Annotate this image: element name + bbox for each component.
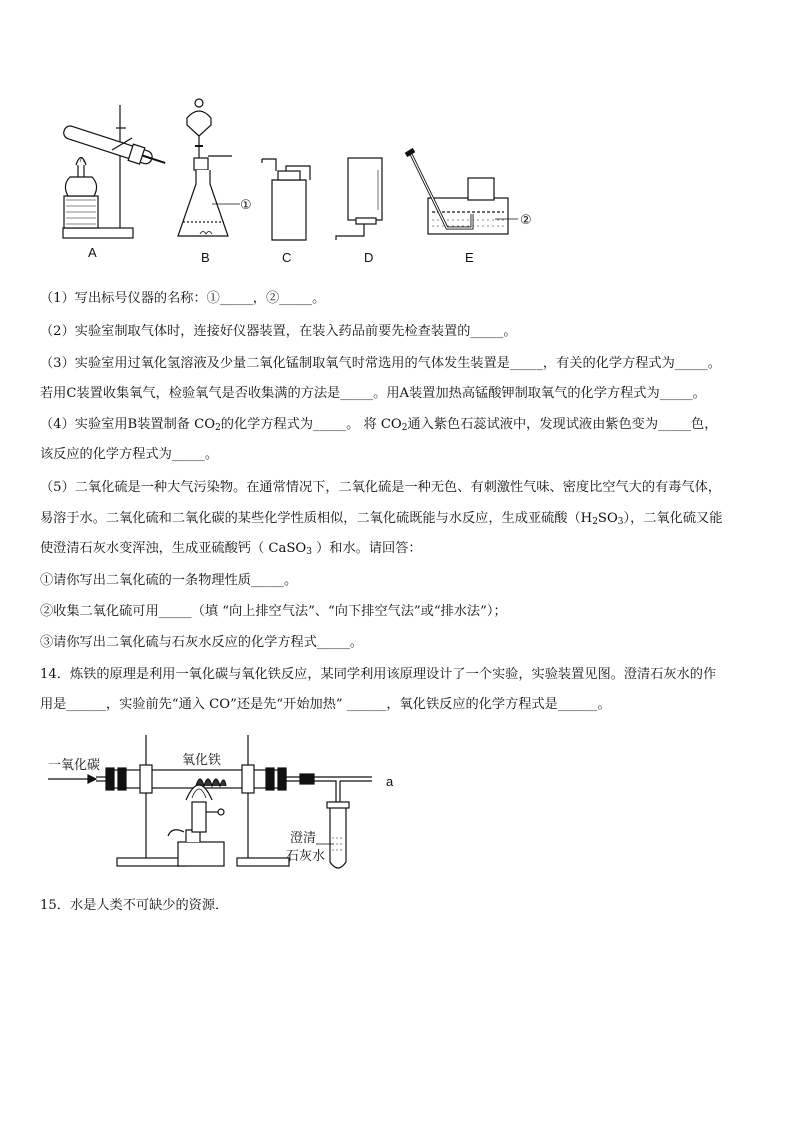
marker-2: ② — [520, 213, 532, 228]
label-e: E — [465, 250, 474, 265]
q13-sub2: ②收集二氧化硫可用_____（填 “向上排空气法”、“向下排空气法”或“排水法”）； — [40, 604, 507, 619]
q13-part3: （3）实验室用过氧化氢溶液及少量二氧化锰制取氧气时常选用的气体发生装置是_____，有关的化学方程式为_____。 — [40, 356, 721, 371]
lime-label-1: 澄清 — [290, 831, 317, 846]
q15-text: 15．水是人类不可缺少的资源． — [40, 898, 229, 913]
apparatus-d-drawing — [336, 158, 382, 240]
apparatus-c-drawing — [262, 159, 310, 240]
outlet-a-label: a — [386, 774, 394, 789]
q13-part4: （4）实验室用B装置制备 $CO_2$的化学方程式为_____。 将 $CO_2$通入紫色石蕊试液中，发现试液由紫色变为_____色， — [40, 417, 718, 433]
label-a: A — [88, 245, 97, 260]
lime-label-2: 石灰水 — [286, 849, 326, 864]
fe2o3-label: 氧化铁 — [182, 753, 222, 768]
q13-part5: （5）二氧化硫是一种大气污染物。在通常情况下，二氧化硫是一种无色、有刺激性气味、密度比空气大的有毒气体， — [40, 480, 721, 495]
q13-part5-cont1: 易溶于水。二氧化硫和二氧化碳的某些化学性质相似，二氧化硫既能与水反应，生成亚硫酸$(H_2SO_3)$，二氧化硫又能 — [40, 511, 723, 527]
q14-text: 14．炼铁的原理是利用一氧化碳与氧化铁反应，某同学利用该原理设计了一个实验，实验装置见图。澄清石灰水的作 — [40, 667, 717, 682]
label-c: C — [282, 250, 292, 265]
apparatus-b-drawing — [178, 99, 240, 236]
co-label: 一氧化碳 — [48, 758, 101, 773]
q13-part1: （1）写出标号仪器的名称：①_____，②_____。 — [40, 291, 326, 306]
q13-part5-cont2: 使澄清石灰水变浑浊，生成亚硫酸钙（ CaSO$_3$ ）和水。请回答： — [40, 541, 422, 557]
label-b: B — [201, 250, 210, 265]
q13-sub1: ①请你写出二氧化硫的一条物理性质_____。 — [40, 573, 298, 588]
q13-part3-cont: 若用C装置收集氧气，检验氧气是否收集满的方法是_____。用A装置加热高锰酸钾制取氧气的化学方程式为_____。 — [40, 386, 706, 401]
q13-part2: （2）实验室制取气体时，连接好仪器装置，在装入药品前要先检查装置的_____。 — [40, 324, 517, 339]
iron-smelting-figure — [0, 730, 794, 880]
q14-text-cont: 用是______，实验前先“通入 CO”还是先“开始加热” ______，氧化铁反应的化学方程式是______。 — [40, 697, 611, 712]
apparatus-e-drawing — [406, 150, 518, 234]
label-d: D — [364, 250, 374, 265]
q13-sub3: ③请你写出二氧化硫与石灰水反应的化学方程式_____。 — [40, 635, 364, 650]
apparatus-a-drawing — [62, 105, 168, 238]
marker-1: ① — [240, 198, 252, 213]
q13-part4-cont: 该反应的化学方程式为_____。 — [40, 447, 219, 462]
apparatus-figure — [0, 0, 794, 270]
